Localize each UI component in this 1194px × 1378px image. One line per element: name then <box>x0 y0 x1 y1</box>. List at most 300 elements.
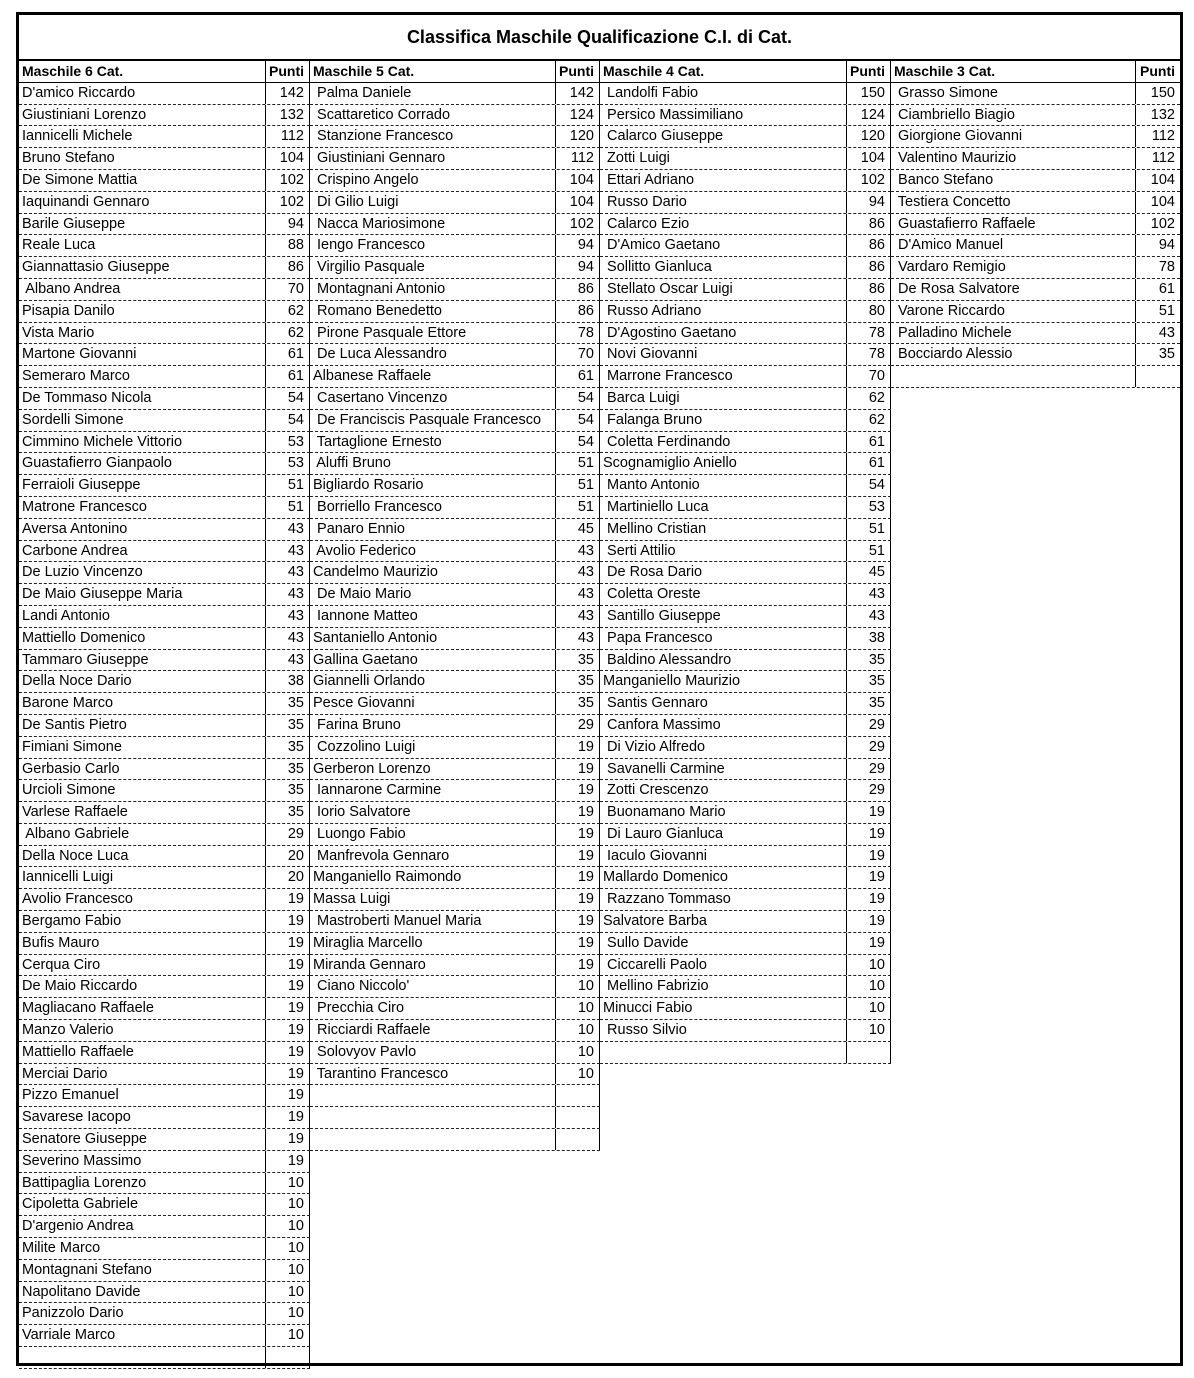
player-points: 43 <box>266 541 310 562</box>
player-name: Reale Luca <box>19 235 266 256</box>
player-name: Fimiani Simone <box>19 737 266 758</box>
player-points: 112 <box>556 148 600 169</box>
table-row <box>891 366 1180 388</box>
player-name: Semeraro Marco <box>19 366 266 387</box>
player-name: Banco Stefano <box>891 170 1136 191</box>
table-row <box>600 410 891 432</box>
table-row <box>891 257 1180 279</box>
table-row <box>600 366 891 388</box>
player-points: 10 <box>266 1173 310 1194</box>
table-row <box>19 1064 310 1086</box>
column-header <box>310 61 600 83</box>
table-row <box>19 1085 310 1107</box>
table-row <box>600 955 891 977</box>
table-row <box>19 1107 310 1129</box>
player-name: D'Amico Gaetano <box>600 235 847 256</box>
player-name: Russo Silvio <box>600 1020 847 1041</box>
player-points: 142 <box>556 83 600 104</box>
player-points: 53 <box>266 432 310 453</box>
player-points: 94 <box>1158 237 1175 254</box>
category-header: Maschile 5 Cat. <box>310 61 556 82</box>
player-points: 19 <box>266 976 310 997</box>
player-name: Cozzolino Luigi <box>310 737 556 758</box>
table-row <box>310 650 600 672</box>
table-row <box>600 541 891 563</box>
player-points: 19 <box>847 802 891 823</box>
table-row <box>19 867 310 889</box>
player-points: 29 <box>847 759 891 780</box>
player-name: Buonamano Mario <box>600 802 847 823</box>
player-name: De Rosa Salvatore <box>891 279 1136 300</box>
player-points: 19 <box>556 737 600 758</box>
player-points: 51 <box>266 497 310 518</box>
table-row <box>19 541 310 563</box>
player-name: Della Noce Luca <box>19 846 266 867</box>
table-row <box>19 279 310 301</box>
table-row <box>600 889 891 911</box>
player-name: Mallardo Domenico <box>600 867 847 888</box>
player-name: De Simone Mattia <box>19 170 266 191</box>
table-row <box>19 83 310 105</box>
player-name: Bufis Mauro <box>19 933 266 954</box>
player-name: Salvatore Barba <box>600 911 847 932</box>
player-points: 19 <box>847 867 891 888</box>
player-name: Romano Benedetto <box>310 301 556 322</box>
table-row <box>310 519 600 541</box>
table-row <box>891 279 1180 301</box>
player-points <box>847 1042 891 1063</box>
player-name: Borriello Francesco <box>310 497 556 518</box>
table-row <box>19 214 310 236</box>
player-points: 19 <box>556 889 600 910</box>
table-row <box>891 323 1180 345</box>
player-name: De Luca Alessandro <box>310 344 556 365</box>
player-points: 35 <box>847 693 891 714</box>
table-row <box>19 301 310 323</box>
points-header: Punti <box>1140 63 1175 79</box>
table-row <box>19 650 310 672</box>
player-points: 38 <box>266 671 310 692</box>
player-points: 62 <box>266 323 310 344</box>
table-row <box>19 671 310 693</box>
player-points: 54 <box>847 475 891 496</box>
player-points: 132 <box>266 105 310 126</box>
player-points: 35 <box>266 737 310 758</box>
player-points: 51 <box>556 475 600 496</box>
player-points: 35 <box>847 650 891 671</box>
player-points: 35 <box>847 671 891 692</box>
player-points: 19 <box>266 1042 310 1063</box>
player-points: 19 <box>847 846 891 867</box>
player-name: Palma Daniele <box>310 83 556 104</box>
table-row <box>600 519 891 541</box>
player-points: 51 <box>847 519 891 540</box>
player-name: Martone Giovanni <box>19 344 266 365</box>
table-row <box>310 737 600 759</box>
player-points: 78 <box>556 323 600 344</box>
player-points: 53 <box>266 453 310 474</box>
player-name: Savanelli Carmine <box>600 759 847 780</box>
table-row <box>19 323 310 345</box>
player-name: Santis Gennaro <box>600 693 847 714</box>
player-points: 20 <box>266 867 310 888</box>
player-name: Ettari Adriano <box>600 170 847 191</box>
player-points: 94 <box>847 192 891 213</box>
player-points: 86 <box>556 279 600 300</box>
player-name: Cerqua Ciro <box>19 955 266 976</box>
player-points: 29 <box>847 737 891 758</box>
table-row <box>600 650 891 672</box>
player-name: Iannarone Carmine <box>310 780 556 801</box>
player-name: Ciambriello Biagio <box>891 105 1136 126</box>
player-points: 43 <box>266 584 310 605</box>
table-row <box>310 301 600 323</box>
table-row <box>600 453 891 475</box>
player-name: Stanzione Francesco <box>310 126 556 147</box>
table-row <box>891 344 1180 366</box>
player-name: Bergamo Fabio <box>19 911 266 932</box>
table-row <box>19 148 310 170</box>
player-name: Calarco Ezio <box>600 214 847 235</box>
table-row <box>310 453 600 475</box>
table-row <box>310 998 600 1020</box>
player-points: 19 <box>266 1151 310 1172</box>
player-name: Senatore Giuseppe <box>19 1129 266 1150</box>
table-row <box>310 1064 600 1086</box>
player-points <box>556 1085 600 1106</box>
player-name: Gerbasio Carlo <box>19 759 266 780</box>
player-name: De Maio Mario <box>310 584 556 605</box>
table-row <box>600 867 891 889</box>
player-name: De Rosa Dario <box>600 562 847 583</box>
player-points: 10 <box>266 1325 310 1346</box>
player-name: Scattaretico Corrado <box>310 105 556 126</box>
player-points: 43 <box>556 584 600 605</box>
ranking-sheet <box>16 12 1183 1366</box>
player-name: Mattiello Raffaele <box>19 1042 266 1063</box>
table-row <box>310 410 600 432</box>
player-points: 29 <box>847 780 891 801</box>
player-name: Giorgione Giovanni <box>891 126 1136 147</box>
player-points: 43 <box>556 541 600 562</box>
player-name: De Maio Giuseppe Maria <box>19 584 266 605</box>
player-name <box>19 1347 266 1368</box>
player-points: 61 <box>1158 280 1175 297</box>
table-row <box>310 83 600 105</box>
player-points: 54 <box>556 388 600 409</box>
player-points: 10 <box>847 955 891 976</box>
player-points: 19 <box>266 1020 310 1041</box>
player-points: 51 <box>556 453 600 474</box>
player-name: Pesce Giovanni <box>310 693 556 714</box>
player-name: Montagnani Stefano <box>19 1260 266 1281</box>
player-name: Russo Dario <box>600 192 847 213</box>
player-points: 80 <box>847 301 891 322</box>
table-row <box>19 475 310 497</box>
player-points: 35 <box>266 693 310 714</box>
player-name: Magliacano Raffaele <box>19 998 266 1019</box>
table-row <box>600 759 891 781</box>
table-row <box>310 257 600 279</box>
table-row <box>310 497 600 519</box>
player-name: D'argenio Andrea <box>19 1216 266 1237</box>
player-name: Precchia Ciro <box>310 998 556 1019</box>
player-points: 61 <box>847 432 891 453</box>
player-points: 78 <box>847 344 891 365</box>
table-row <box>600 628 891 650</box>
player-name: Vista Mario <box>19 323 266 344</box>
player-points: 51 <box>266 475 310 496</box>
player-name: Casertano Vincenzo <box>310 388 556 409</box>
table-row <box>600 911 891 933</box>
table-row <box>600 606 891 628</box>
table-row <box>310 606 600 628</box>
player-name <box>310 1085 556 1106</box>
player-name: Coletta Ferdinando <box>600 432 847 453</box>
player-name: Urcioli Simone <box>19 780 266 801</box>
player-name: Guastafierro Gianpaolo <box>19 453 266 474</box>
table-row <box>310 628 600 650</box>
table-row <box>19 1347 310 1369</box>
player-points: 35 <box>266 759 310 780</box>
table-row <box>19 366 310 388</box>
player-name: Albano Gabriele <box>19 824 266 845</box>
table-row <box>19 235 310 257</box>
table-row <box>310 824 600 846</box>
player-name: Santaniello Antonio <box>310 628 556 649</box>
player-name: Giustiniani Lorenzo <box>19 105 266 126</box>
table-row <box>600 432 891 454</box>
player-points: 104 <box>1150 171 1175 188</box>
table-row <box>310 911 600 933</box>
table-row <box>19 410 310 432</box>
player-name: Baldino Alessandro <box>600 650 847 671</box>
player-name: Pisapia Danilo <box>19 301 266 322</box>
table-row <box>600 976 891 998</box>
table-row <box>891 170 1180 192</box>
table-row <box>310 693 600 715</box>
player-points: 70 <box>847 366 891 387</box>
player-points: 102 <box>847 170 891 191</box>
table-row <box>310 889 600 911</box>
player-points: 43 <box>266 628 310 649</box>
table-row <box>19 1173 310 1195</box>
player-points: 19 <box>266 933 310 954</box>
table-row <box>310 192 600 214</box>
player-points: 102 <box>266 170 310 191</box>
table-row <box>19 998 310 1020</box>
table-row <box>19 170 310 192</box>
points-header: Punti <box>266 61 310 82</box>
table-row <box>310 562 600 584</box>
player-points: 10 <box>556 1042 600 1063</box>
player-points: 20 <box>266 846 310 867</box>
player-name: Di Gilio Luigi <box>310 192 556 213</box>
player-name: Virgilio Pasquale <box>310 257 556 278</box>
table-row <box>600 126 891 148</box>
player-points: 43 <box>1158 324 1175 341</box>
table-row <box>19 824 310 846</box>
table-row <box>19 1042 310 1064</box>
player-points: 10 <box>556 976 600 997</box>
player-points: 43 <box>556 606 600 627</box>
player-points: 102 <box>1150 215 1175 232</box>
player-points: 19 <box>556 824 600 845</box>
player-name: Ciccarelli Paolo <box>600 955 847 976</box>
player-points: 112 <box>266 126 310 147</box>
player-points: 61 <box>847 453 891 474</box>
player-points: 51 <box>1158 302 1175 319</box>
player-points: 19 <box>847 933 891 954</box>
player-points: 10 <box>266 1282 310 1303</box>
player-points: 124 <box>847 105 891 126</box>
player-name: De Franciscis Pasquale Francesco <box>310 410 556 431</box>
table-row <box>310 214 600 236</box>
table-row <box>19 955 310 977</box>
player-name: De Maio Riccardo <box>19 976 266 997</box>
player-points: 43 <box>847 584 891 605</box>
player-name: Albano Andrea <box>19 279 266 300</box>
table-row <box>600 998 891 1020</box>
player-name: Battipaglia Lorenzo <box>19 1173 266 1194</box>
player-name: Varlese Raffaele <box>19 802 266 823</box>
player-name: D'amico Riccardo <box>19 83 266 104</box>
table-row <box>19 715 310 737</box>
player-points: 45 <box>556 519 600 540</box>
player-name: Landi Antonio <box>19 606 266 627</box>
table-row <box>310 584 600 606</box>
table-row <box>891 214 1180 236</box>
page-title: Classifica Maschile Qualificazione C.I. di Cat. <box>19 15 1180 61</box>
table-row <box>600 214 891 236</box>
player-points: 54 <box>266 410 310 431</box>
player-name: Aversa Antonino <box>19 519 266 540</box>
table-row <box>19 911 310 933</box>
player-points: 19 <box>556 955 600 976</box>
column-header <box>600 61 891 83</box>
player-points: 29 <box>266 824 310 845</box>
player-points: 61 <box>266 344 310 365</box>
player-name: Mellino Cristian <box>600 519 847 540</box>
player-points: 19 <box>556 911 600 932</box>
player-points <box>1136 366 1180 387</box>
player-name: Barone Marco <box>19 693 266 714</box>
table-row <box>310 170 600 192</box>
table-row <box>310 867 600 889</box>
player-points: 35 <box>266 802 310 823</box>
player-name: Vardaro Remigio <box>891 257 1136 278</box>
player-points: 86 <box>556 301 600 322</box>
table-row <box>19 759 310 781</box>
player-points: 61 <box>556 366 600 387</box>
player-points: 86 <box>266 257 310 278</box>
player-name: Milite Marco <box>19 1238 266 1259</box>
player-name: De Tommaso Nicola <box>19 388 266 409</box>
player-points: 10 <box>266 1238 310 1259</box>
table-row <box>600 846 891 868</box>
player-name: Solovyov Pavlo <box>310 1042 556 1063</box>
table-row <box>600 737 891 759</box>
player-points: 86 <box>847 235 891 256</box>
column-header <box>891 61 1180 83</box>
player-points: 43 <box>556 628 600 649</box>
table-row <box>19 1238 310 1260</box>
player-name: Iannone Matteo <box>310 606 556 627</box>
player-name: Barile Giuseppe <box>19 214 266 235</box>
table-row <box>19 606 310 628</box>
player-name: Barca Luigi <box>600 388 847 409</box>
player-points: 10 <box>847 976 891 997</box>
player-points: 120 <box>847 126 891 147</box>
player-points: 35 <box>1158 346 1175 363</box>
player-name: De Santis Pietro <box>19 715 266 736</box>
table-row <box>310 432 600 454</box>
player-name: Savarese Iacopo <box>19 1107 266 1128</box>
table-row <box>600 83 891 105</box>
table-row <box>891 148 1180 170</box>
player-points: 19 <box>847 824 891 845</box>
player-points: 150 <box>847 83 891 104</box>
table-row <box>310 541 600 563</box>
player-name: Napolitano Davide <box>19 1282 266 1303</box>
player-points: 19 <box>556 867 600 888</box>
column-maschile-4-cat <box>600 61 891 1064</box>
table-row <box>19 1282 310 1304</box>
player-points: 104 <box>556 170 600 191</box>
player-points: 94 <box>556 257 600 278</box>
table-row <box>19 453 310 475</box>
player-name: Cimmino Michele Vittorio <box>19 432 266 453</box>
player-name: Giustiniani Gennaro <box>310 148 556 169</box>
player-name: Panaro Ennio <box>310 519 556 540</box>
player-points: 62 <box>266 301 310 322</box>
player-name: Santillo Giuseppe <box>600 606 847 627</box>
player-name: Manfrevola Gennaro <box>310 846 556 867</box>
player-points: 38 <box>847 628 891 649</box>
player-points: 124 <box>556 105 600 126</box>
player-name: Miraglia Marcello <box>310 933 556 954</box>
player-points: 43 <box>266 606 310 627</box>
player-name: D'Amico Manuel <box>891 235 1136 256</box>
player-points: 88 <box>266 235 310 256</box>
table-row <box>310 955 600 977</box>
player-name: Montagnani Antonio <box>310 279 556 300</box>
player-points <box>266 1347 310 1368</box>
table-row <box>19 257 310 279</box>
table-row <box>310 802 600 824</box>
column-header <box>19 61 310 83</box>
player-points: 10 <box>847 998 891 1019</box>
table-row <box>310 715 600 737</box>
player-points: 142 <box>266 83 310 104</box>
player-points <box>556 1129 600 1150</box>
player-name: Persico Massimiliano <box>600 105 847 126</box>
player-name: Varone Riccardo <box>891 301 1136 322</box>
player-points: 19 <box>266 1129 310 1150</box>
player-name: Iaquinandi Gennaro <box>19 192 266 213</box>
player-name: Ciano Niccolo' <box>310 976 556 997</box>
player-name: Stellato Oscar Luigi <box>600 279 847 300</box>
table-row <box>310 1107 600 1129</box>
player-points: 62 <box>847 388 891 409</box>
player-name: Mastroberti Manuel Maria <box>310 911 556 932</box>
player-points: 19 <box>556 780 600 801</box>
player-name: Calarco Giuseppe <box>600 126 847 147</box>
player-name: Iorio Salvatore <box>310 802 556 823</box>
table-row <box>310 846 600 868</box>
table-row <box>600 344 891 366</box>
player-name: Varriale Marco <box>19 1325 266 1346</box>
